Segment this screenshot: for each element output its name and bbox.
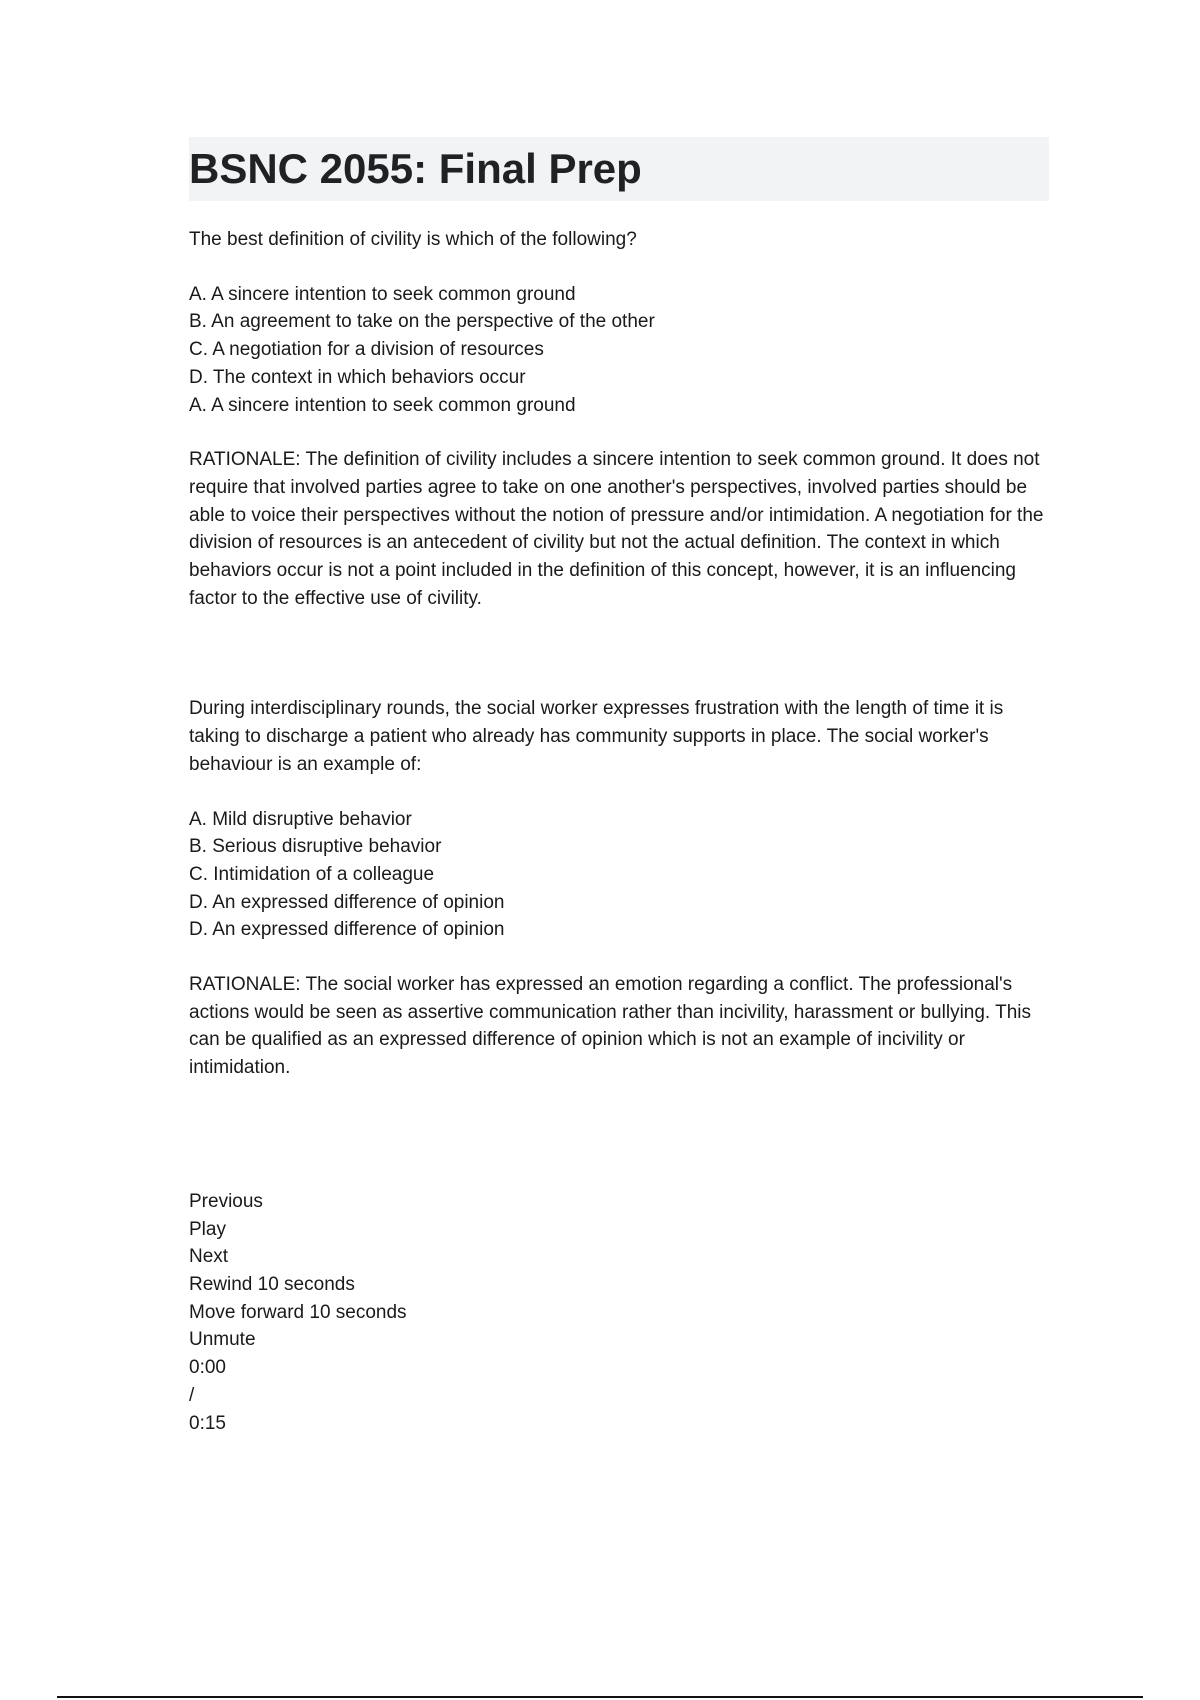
forward-button[interactable]: Move forward 10 seconds bbox=[189, 1301, 407, 1323]
next-button[interactable]: Next bbox=[189, 1246, 229, 1268]
question-2-prompt: During interdisciplinary rounds, the social worker expresses frustration with the length of time it is taking to discharge a patient who already has community supports in place. The social worker's behaviour is an example of: bbox=[189, 698, 1004, 775]
previous-button[interactable]: Previous bbox=[189, 1190, 263, 1212]
question-1-option-a: A. A sincere intention to seek common ground bbox=[189, 283, 576, 305]
question-1-option-d: D. The context in which behaviors occur bbox=[189, 366, 526, 388]
play-button[interactable]: Play bbox=[189, 1218, 226, 1240]
question-2-answer: D. An expressed difference of opinion bbox=[189, 919, 505, 941]
footer-divider bbox=[57, 1696, 1143, 1698]
current-time: 0:00 bbox=[189, 1357, 226, 1379]
duration: 0:15 bbox=[189, 1412, 226, 1434]
document-page bbox=[189, 137, 1049, 1437]
question-1-option-b: B. An agreement to take on the perspective of the other bbox=[189, 311, 655, 333]
question-2-rationale: RATIONALE: The social worker has expressed an emotion regarding a conflict. The professional's actions would be seen as assertive communication rather than incivility, harassment or bullying. This can be qualified as an expressed difference of opinion which is not an example of incivility or intimidation. bbox=[189, 974, 1032, 1079]
title-band bbox=[189, 137, 1049, 201]
document-title: BSNC 2055: Final Prep bbox=[189, 145, 642, 192]
time-separator: / bbox=[189, 1384, 195, 1406]
question-2-option-a: A. Mild disruptive behavior bbox=[189, 808, 412, 830]
question-1-answer: A. A sincere intention to seek common ground bbox=[189, 394, 576, 416]
rewind-button[interactable]: Rewind 10 seconds bbox=[189, 1273, 355, 1295]
question-1-prompt: The best definition of civility is which of the following? bbox=[189, 229, 637, 250]
question-1-options bbox=[189, 281, 1049, 420]
question-2-option-d: D. An expressed difference of opinion bbox=[189, 891, 505, 913]
question-2-option-c: C. Intimidation of a colleague bbox=[189, 863, 435, 885]
question-2-option-b: B. Serious disruptive behavior bbox=[189, 836, 442, 858]
question-1-rationale: RATIONALE: The definition of civility includes a sincere intention to seek common ground. It does not require that involved parties agree to take on one another's perspectives, involved parties should be able to voice their perspectives without the notion of pressure and/or intimidation. A negotiation for the division of resources is an antecedent of civility but not the actual definition. The context in which behaviors occur is not a point included in the definition of this concept, however, it is an influencing factor to the effective use of civility. bbox=[189, 449, 1044, 609]
media-player bbox=[189, 1188, 1049, 1437]
question-2-options bbox=[189, 806, 1049, 945]
question-1-option-c: C. A negotiation for a division of resources bbox=[189, 339, 544, 361]
unmute-button[interactable]: Unmute bbox=[189, 1329, 256, 1351]
